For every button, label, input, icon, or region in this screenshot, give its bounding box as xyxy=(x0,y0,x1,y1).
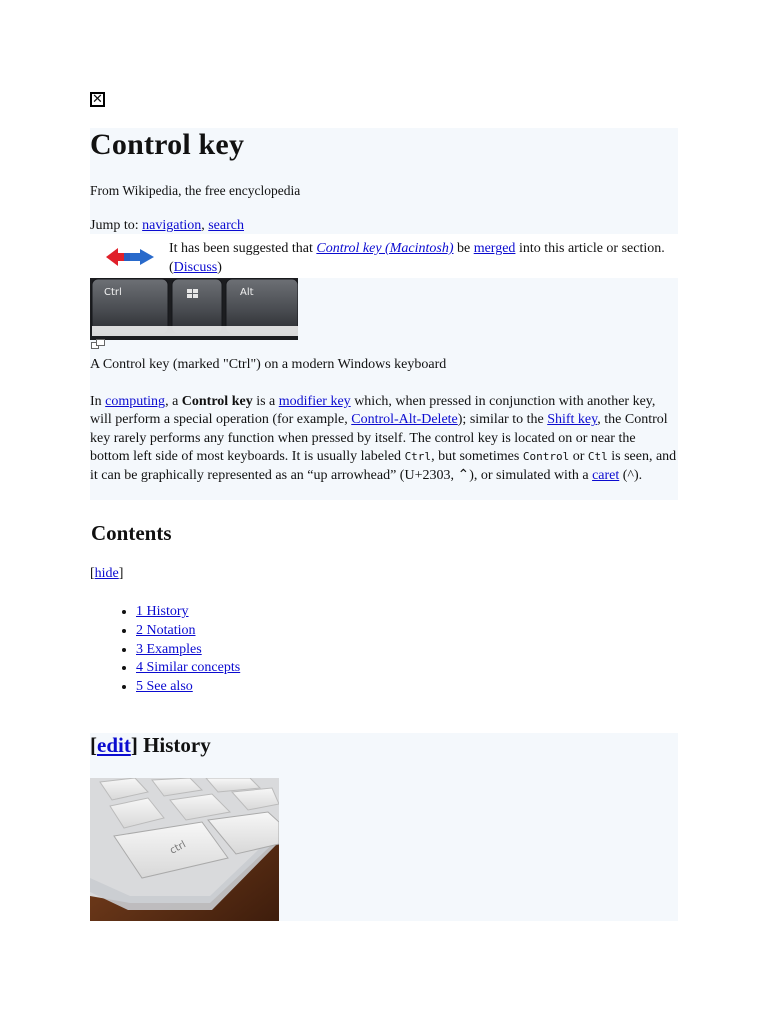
apple-key-label-ctrl: ctrl xyxy=(168,839,188,857)
contents-heading: Contents xyxy=(91,521,172,545)
merge-arrows-icon xyxy=(104,246,156,268)
magnify-icon[interactable] xyxy=(91,339,105,349)
close-box-icon[interactable]: ✕ xyxy=(90,92,105,107)
jump-search-link[interactable]: search xyxy=(208,218,244,233)
merge-text-4: ) xyxy=(217,260,222,275)
bracket: ] xyxy=(130,733,144,757)
merge-text-2: be xyxy=(453,241,474,256)
merge-notice xyxy=(169,239,669,277)
keyboard-photo[interactable] xyxy=(90,278,298,340)
hide-link[interactable]: hide xyxy=(94,566,119,581)
toc-item xyxy=(136,678,240,697)
toc-list xyxy=(112,603,240,697)
jump-to xyxy=(90,218,244,234)
edit-link[interactable]: edit xyxy=(97,733,131,757)
bracket: [ xyxy=(90,733,97,757)
intro-bold-term: Control key xyxy=(181,394,253,409)
merge-target-link[interactable]: Control key (Macintosh) xyxy=(316,241,454,256)
code-ctrl: Ctrl xyxy=(404,450,432,464)
intro-text: which, when pressed in conjunction with another key, will perform a special operation (for example, xyxy=(90,394,656,428)
toc-item xyxy=(136,603,240,622)
history-heading xyxy=(90,733,211,758)
jump-to-label: Jump to: xyxy=(90,218,143,233)
caret-link[interactable]: caret xyxy=(592,467,620,483)
toc-link-history[interactable]: 1 History xyxy=(136,604,189,619)
merge-text-1: It has been suggested that xyxy=(169,241,317,256)
merged-link[interactable]: merged xyxy=(473,241,516,256)
intro-text: ); similar to the xyxy=(457,412,548,428)
toc-item xyxy=(136,659,240,678)
toc-link-notation[interactable]: 2 Notation xyxy=(136,622,196,638)
jump-separator: , xyxy=(201,218,209,233)
history-title: History xyxy=(143,733,211,757)
bracket: [ xyxy=(90,566,95,581)
toc-item xyxy=(136,641,240,660)
intro-paragraph xyxy=(90,393,678,485)
intro-text: , but sometimes xyxy=(431,449,523,465)
page-title: Control key xyxy=(90,128,245,161)
intro-text: , the Control key rarely performs any function when pressed by itself. The control key is located on or near the bottom left side of most keyboards. It is usually labeled xyxy=(90,412,668,465)
toc-link-similar-concepts[interactable]: 4 Similar concepts xyxy=(136,660,241,676)
intro-text: is a xyxy=(252,394,279,409)
page-subtitle: From Wikipedia, the free encyclopedia xyxy=(90,183,301,198)
contents-hide-toggle xyxy=(90,566,123,582)
toc-link-see-also[interactable]: 5 See also xyxy=(136,679,193,695)
discuss-link[interactable]: Discuss xyxy=(173,260,218,275)
shift-key-link[interactable]: Shift key xyxy=(547,412,598,428)
modifier-key-link[interactable]: modifier key xyxy=(278,394,351,409)
control-alt-delete-link[interactable]: Control-Alt-Delete xyxy=(351,412,458,428)
key-label-alt: Alt xyxy=(240,287,254,298)
toc-item xyxy=(136,622,240,641)
key-label-ctrl: Ctrl xyxy=(104,287,122,298)
intro-text: , a xyxy=(165,394,182,409)
code-control: Control xyxy=(522,450,570,464)
intro-text: In xyxy=(90,394,106,409)
intro-text: or xyxy=(569,449,588,465)
apple-keyboard-photo[interactable] xyxy=(90,778,279,921)
jump-navigation-link[interactable]: navigation xyxy=(142,218,202,233)
intro-text: (^). xyxy=(619,467,643,483)
merge-text-3: into this article or section. ( xyxy=(169,241,665,275)
intro-text: is seen, and it can be graphically represented as an “up arrowhead” (U+2303, ⌃), or simulated with a xyxy=(90,449,677,483)
image-caption: A Control key (marked "Ctrl") on a modern Windows keyboard xyxy=(90,357,447,372)
toc-link-examples[interactable]: 3 Examples xyxy=(136,641,202,657)
bracket: ] xyxy=(118,566,124,581)
code-ctl: Ctl xyxy=(587,450,608,464)
computing-link[interactable]: computing xyxy=(105,394,166,409)
